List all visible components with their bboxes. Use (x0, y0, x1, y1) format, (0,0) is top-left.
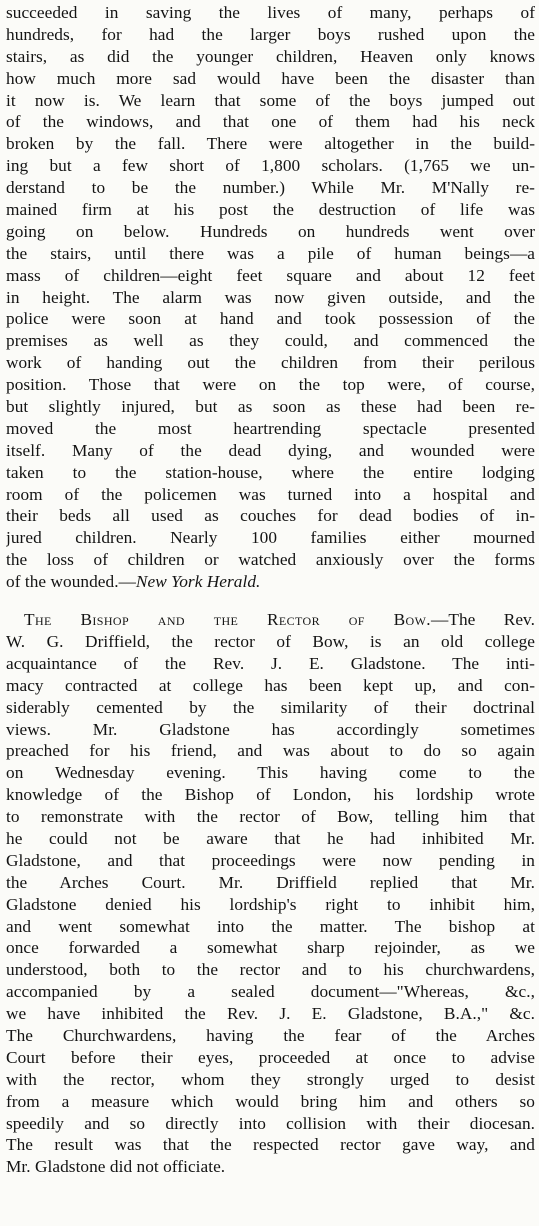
article-line: itself. Many of the dead dying, and wounded were (6, 440, 535, 460)
article-line: mained firm at his post the destruction of life was (6, 200, 535, 220)
article-line: speedily and so directly into collision with their diocesan. (6, 1113, 535, 1133)
article-line-text: —The Rev. (431, 610, 535, 630)
article-line: understood, both to the rector and to his churchwardens, (6, 960, 535, 980)
article-line: ing but a few short of 1,800 scholars. (1,765 we un- (6, 156, 535, 176)
article-line: on Wednesday evening. This having come to the (6, 763, 535, 783)
article-line: their beds all used as couches for dead bodies of in- (6, 506, 535, 526)
article-line: stairs, as did the younger children, Heaven only knows (6, 46, 535, 66)
article-line: it now is. We learn that some of the boys jumped out (6, 90, 535, 110)
article-last-line (6, 571, 535, 593)
article-line: jured children. Nearly 100 families either mourned (6, 528, 535, 548)
article-line: accompanied by a sealed document—"Whereas, &c., (6, 982, 535, 1002)
article-line: position. Those that were on the top were, of course, (6, 375, 535, 395)
article-line: Court before their eyes, proceeded at once to advise (6, 1047, 535, 1067)
article-line: in height. The alarm was now given outside, and the (6, 287, 535, 307)
article-line: the stairs, until there was a pile of human beings—a (6, 243, 535, 263)
article-last-line: Mr. Gladstone did not officiate. (6, 1157, 226, 1177)
article-divider-space (6, 593, 535, 609)
article-line: succeeded in saving the lives of many, perhaps of (6, 3, 535, 22)
article-line: derstand to be the number.) While Mr. M'Nally re- (6, 178, 535, 198)
article-line: The Churchwardens, having the fear of the Arches (6, 1025, 535, 1045)
article-line: we have inhibited the Rev. J. E. Gladstone, B.A.," &c. (6, 1004, 535, 1024)
article-first-line (6, 609, 535, 631)
article-line: the loss of children or watched anxiously over the forms (6, 550, 535, 570)
article-line: preached for his friend, and was about to do so again (6, 741, 535, 761)
article-line: with the rector, whom they strongly urged to desist (6, 1069, 535, 1089)
article-line: how much more sad would have been the disaster than (6, 68, 535, 88)
article-line: taken to the station-house, where the entire lodging (6, 462, 535, 482)
article-line: going on below. Hundreds on hundreds went over (6, 221, 535, 241)
article-line: broken by the fall. There were altogether in the build- (6, 134, 535, 154)
article-line: moved the most heartrending spectacle presented (6, 418, 535, 438)
article-line: Gladstone, and that proceedings were now pending in (6, 850, 535, 870)
article-line: work of handing out the children from their perilous (6, 353, 535, 373)
article-line: Gladstone denied his lordship's right to inhibit him, (6, 894, 535, 914)
article-line: police were soon at hand and took possession of the (6, 309, 535, 329)
article-line: room of the policemen was turned into a hospital and (6, 484, 535, 504)
article-line: macy contracted at college has been kept up, and con- (6, 675, 535, 695)
article-line: The result was that the respected rector gave way, and (6, 1135, 535, 1155)
article-line: siderably cemented by the similarity of their doctrinal (6, 697, 535, 717)
article-line: hundreds, for had the larger boys rushed upon the (6, 24, 535, 44)
article-line: mass of children—eight feet square and about 12 feet (6, 265, 535, 285)
article-line: acquaintance of the Rev. J. E. Gladstone. The inti- (6, 653, 535, 673)
article-line: W. G. Driffield, the rector of Bow, is an old college (6, 631, 535, 651)
article-line: of the windows, and that one of them had his neck (6, 112, 535, 132)
article-line: the Arches Court. Mr. Driffield replied that Mr. (6, 872, 535, 892)
article-heading: The Bishop and the Rector of Bow. (24, 610, 432, 630)
article-line: from a measure which would bring him and others so (6, 1091, 535, 1111)
article-line: knowledge of the Bishop of London, his lordship wrote (6, 785, 535, 805)
article-line-text: of the wounded.— (6, 572, 136, 592)
article-line: but slightly injured, but as soon as these had been re- (6, 397, 535, 417)
article-line: premises as well as they could, and commenced the (6, 331, 535, 351)
article-line: to remonstrate with the rector of Bow, telling him that (6, 807, 535, 827)
article-line: views. Mr. Gladstone has accordingly sometimes (6, 719, 535, 739)
article-bishop-and-rector (6, 609, 535, 1178)
source-credit: New York Herald. (135, 572, 261, 592)
article-school-disaster (6, 2, 535, 593)
article-line: and went somewhat into the matter. The bishop at (6, 916, 535, 936)
article-line: he could not be aware that he had inhibited Mr. (6, 828, 535, 848)
article-line: once forwarded a somewhat sharp rejoinder, as we (6, 938, 535, 958)
